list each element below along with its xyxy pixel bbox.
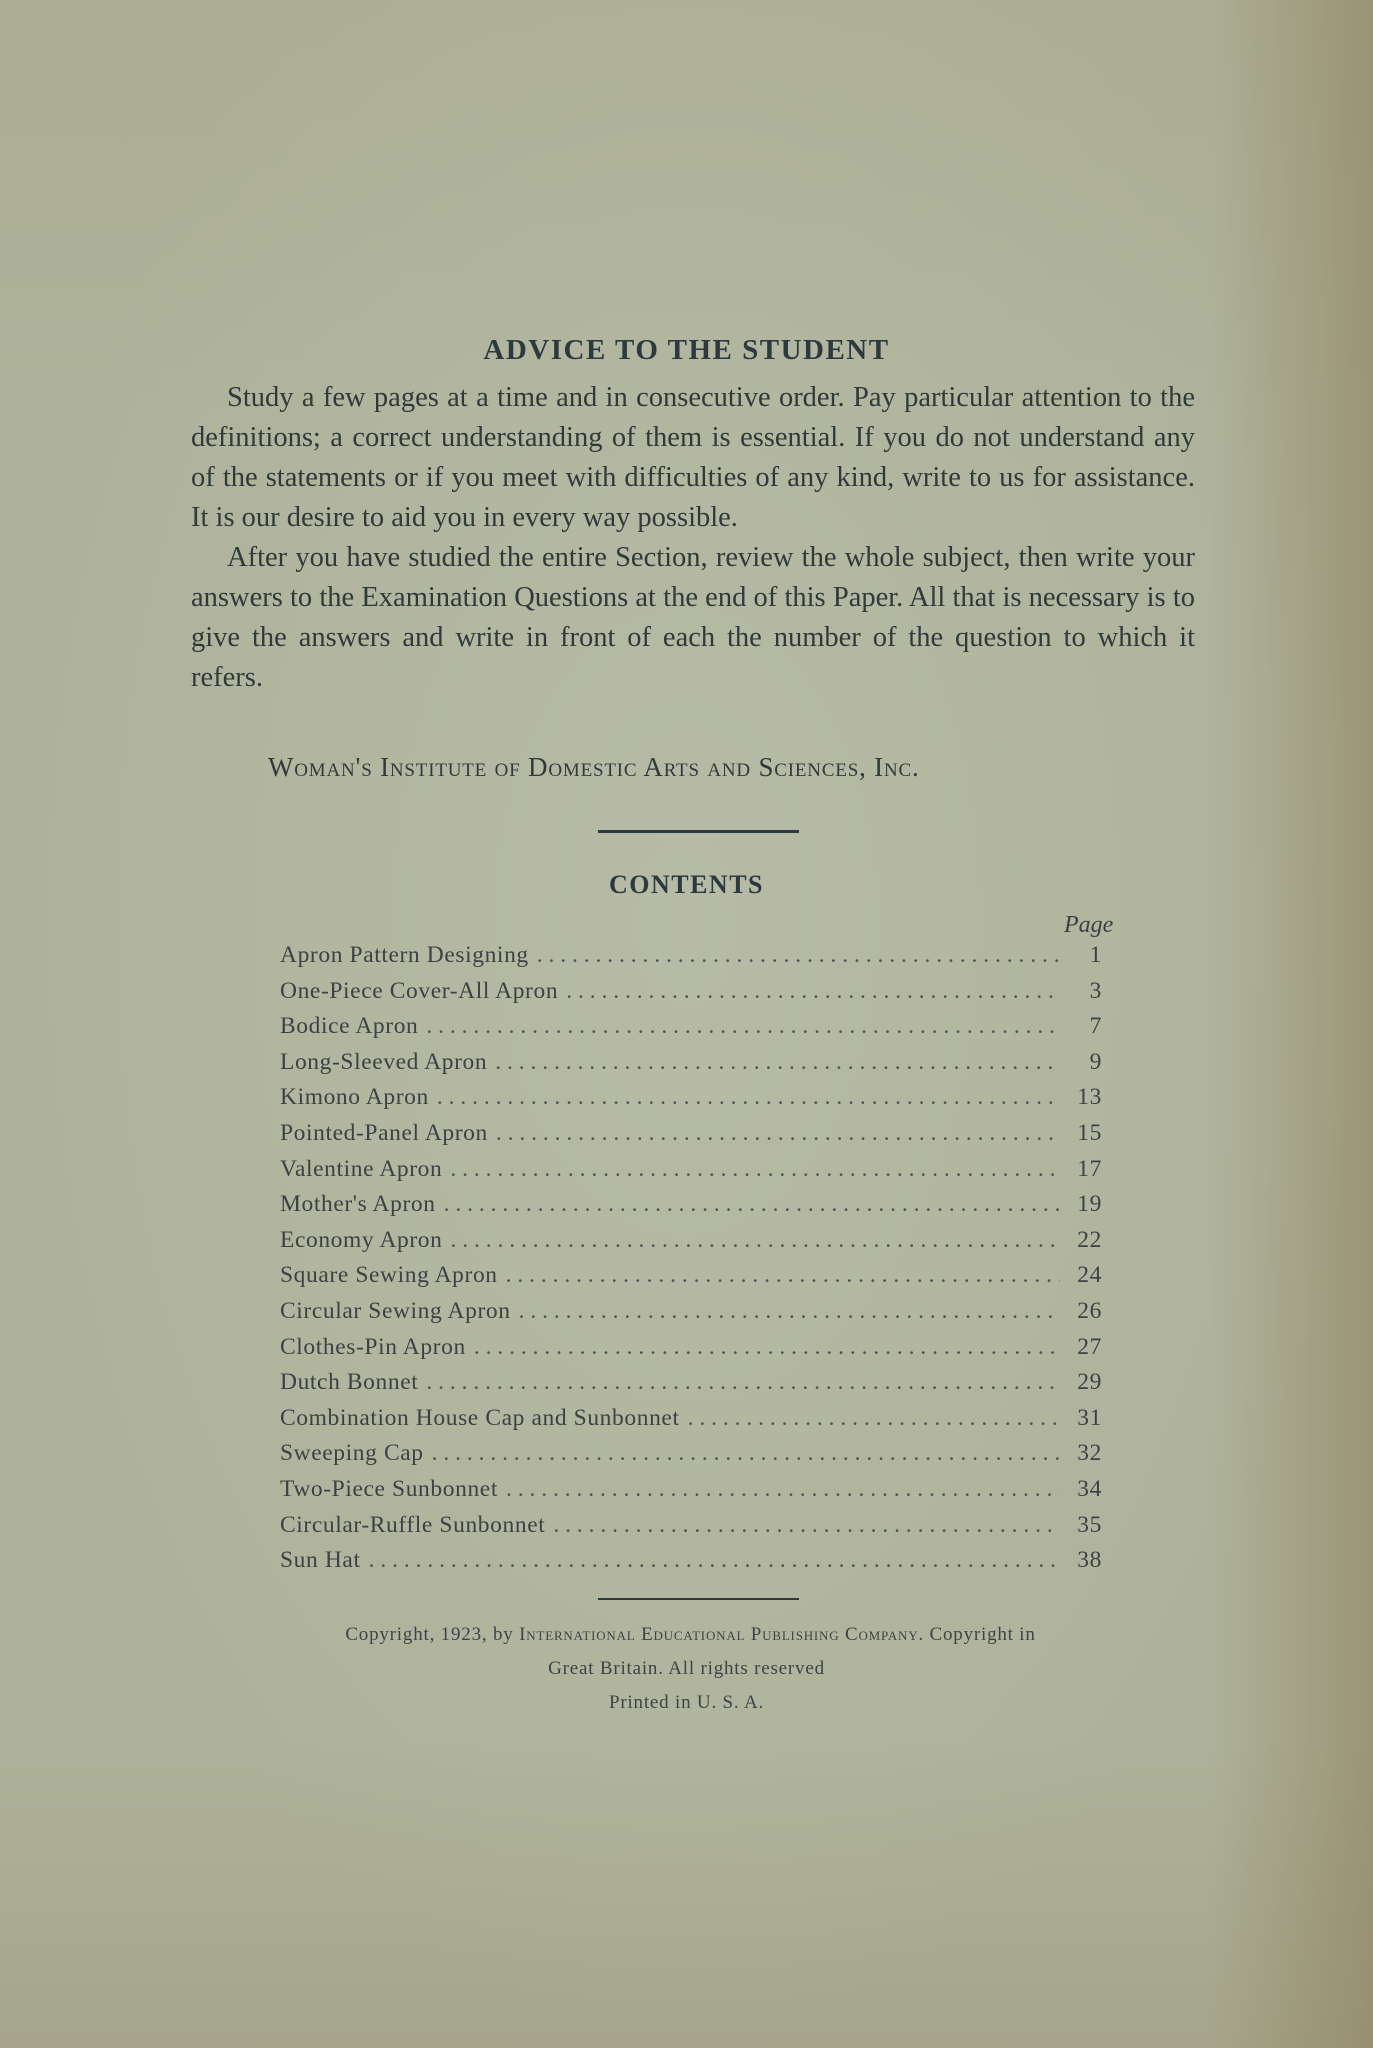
publisher-name: International Educational Publishing Company. <box>519 1624 924 1645</box>
toc-leader-dots <box>553 1512 1060 1539</box>
toc-entry-label: Pointed-Panel Apron <box>280 1119 488 1146</box>
toc-entry-page: 35 <box>1077 1511 1102 1538</box>
toc-entry <box>280 1013 1102 1049</box>
toc-entry-page: 17 <box>1077 1155 1102 1182</box>
toc-leader-dots <box>450 1156 1060 1183</box>
toc-entry-label: Square Sewing Apron <box>280 1262 498 1289</box>
copyright-prefix: Copyright, 1923, by <box>345 1624 514 1645</box>
toc-leader-dots <box>688 1405 1060 1432</box>
copyright-notice <box>0 1618 1373 1720</box>
toc-entry <box>280 1191 1102 1227</box>
toc-entry-page: 38 <box>1077 1547 1102 1574</box>
toc-entry <box>280 1298 1102 1334</box>
contents-page-header: Page <box>1064 912 1114 938</box>
toc-entry-page: 13 <box>1077 1084 1102 1111</box>
toc-entry <box>280 1227 1102 1263</box>
toc-entry <box>280 1512 1102 1548</box>
toc-entry-label: Combination House Cap and Sunbonnet <box>280 1404 680 1431</box>
toc-entry-page: 19 <box>1077 1191 1102 1218</box>
toc-leader-dots <box>537 942 1060 969</box>
divider-rule-top <box>598 830 799 833</box>
toc-entry <box>280 1440 1102 1476</box>
advice-body <box>191 378 1195 698</box>
toc-entry-label: Dutch Bonnet <box>280 1369 419 1396</box>
toc-entry-page: 7 <box>1089 1013 1102 1040</box>
toc-entry-page: 27 <box>1077 1333 1102 1360</box>
toc-entry-page: 31 <box>1077 1404 1102 1431</box>
table-of-contents <box>280 942 1102 1583</box>
advice-paragraph-1: Study a few pages at a time and in consecutive order. Pay particular attention to the definitions; a correct understanding of them is essential. If you do not understand any of the statements or if you meet with difficulties of any kind, write to us for assistance. It is our desire to aid you in every way possible. <box>191 382 1195 533</box>
toc-entry-label: Sweeping Cap <box>280 1440 424 1467</box>
toc-leader-dots <box>506 1476 1060 1503</box>
copyright-suffix: Copyright in <box>929 1624 1036 1645</box>
toc-leader-dots <box>437 1084 1060 1111</box>
toc-entry-label: Bodice Apron <box>280 1013 419 1040</box>
toc-entry <box>280 1049 1102 1085</box>
toc-entry <box>280 942 1102 978</box>
toc-leader-dots <box>519 1298 1060 1325</box>
toc-entry <box>280 1084 1102 1120</box>
toc-entry-label: Kimono Apron <box>280 1084 429 1111</box>
divider-rule-bottom <box>598 1598 799 1600</box>
toc-entry-page: 26 <box>1077 1297 1102 1324</box>
toc-leader-dots <box>495 1049 1060 1076</box>
toc-entry-page: 3 <box>1089 977 1102 1004</box>
copyright-line-2: Great Britain. All rights reserved <box>548 1658 825 1679</box>
toc-leader-dots <box>506 1262 1060 1289</box>
advice-paragraph-2: After you have studied the entire Section, review the whole subject, then write your answers to the Examination Questions at the end of this Paper. All that is necessary is to give the answers and write in front of each the number of the question to which it refers. <box>191 542 1195 693</box>
toc-entry <box>280 1369 1102 1405</box>
toc-entry <box>280 1547 1102 1583</box>
toc-entry <box>280 1334 1102 1370</box>
toc-entry <box>280 978 1102 1014</box>
toc-entry-label: Valentine Apron <box>280 1155 443 1182</box>
contents-title: CONTENTS <box>608 870 765 899</box>
toc-entry-label: Clothes-Pin Apron <box>280 1333 466 1360</box>
toc-entry-label: Sun Hat <box>280 1547 361 1574</box>
toc-entry-page: 24 <box>1077 1262 1102 1289</box>
toc-leader-dots <box>496 1120 1060 1147</box>
toc-leader-dots <box>426 1369 1060 1396</box>
toc-leader-dots <box>369 1547 1060 1574</box>
toc-entry-label: Long-Sleeved Apron <box>280 1048 488 1075</box>
copyright-line-1 <box>8 1618 1373 1652</box>
copyright-line-3: Printed in U. S. A. <box>608 1692 765 1713</box>
toc-entry-label: Circular-Ruffle Sunbonnet <box>280 1511 546 1538</box>
toc-leader-dots <box>474 1334 1060 1361</box>
toc-entry <box>280 1476 1102 1512</box>
toc-entry-label: Apron Pattern Designing <box>280 942 529 968</box>
toc-entry <box>280 1156 1102 1192</box>
toc-entry-page: 1 <box>1089 942 1102 968</box>
toc-entry-page: 22 <box>1077 1226 1102 1253</box>
toc-entry-page: 34 <box>1077 1475 1102 1502</box>
toc-leader-dots <box>432 1440 1060 1467</box>
advice-title: ADVICE TO THE STUDENT <box>483 334 890 366</box>
toc-entry-page: 9 <box>1089 1048 1102 1075</box>
toc-entry-page: 15 <box>1077 1119 1102 1146</box>
toc-entry-label: Two-Piece Sunbonnet <box>280 1475 498 1502</box>
toc-leader-dots <box>451 1227 1061 1254</box>
toc-entry-label: Circular Sewing Apron <box>280 1297 511 1324</box>
toc-entry-page: 32 <box>1077 1440 1102 1467</box>
toc-entry-label: One-Piece Cover-All Apron <box>280 977 559 1004</box>
toc-leader-dots <box>426 1013 1060 1040</box>
toc-entry <box>280 1405 1102 1441</box>
toc-leader-dots <box>444 1191 1060 1218</box>
toc-entry <box>280 1120 1102 1156</box>
toc-entry-label: Mother's Apron <box>280 1191 436 1218</box>
toc-leader-dots <box>566 978 1060 1005</box>
institute-signature: Woman's Institute of Domestic Arts and Sciences, Inc. <box>268 752 920 782</box>
toc-entry <box>280 1262 1102 1298</box>
toc-entry-page: 29 <box>1077 1369 1102 1396</box>
toc-entry-label: Economy Apron <box>280 1226 443 1253</box>
